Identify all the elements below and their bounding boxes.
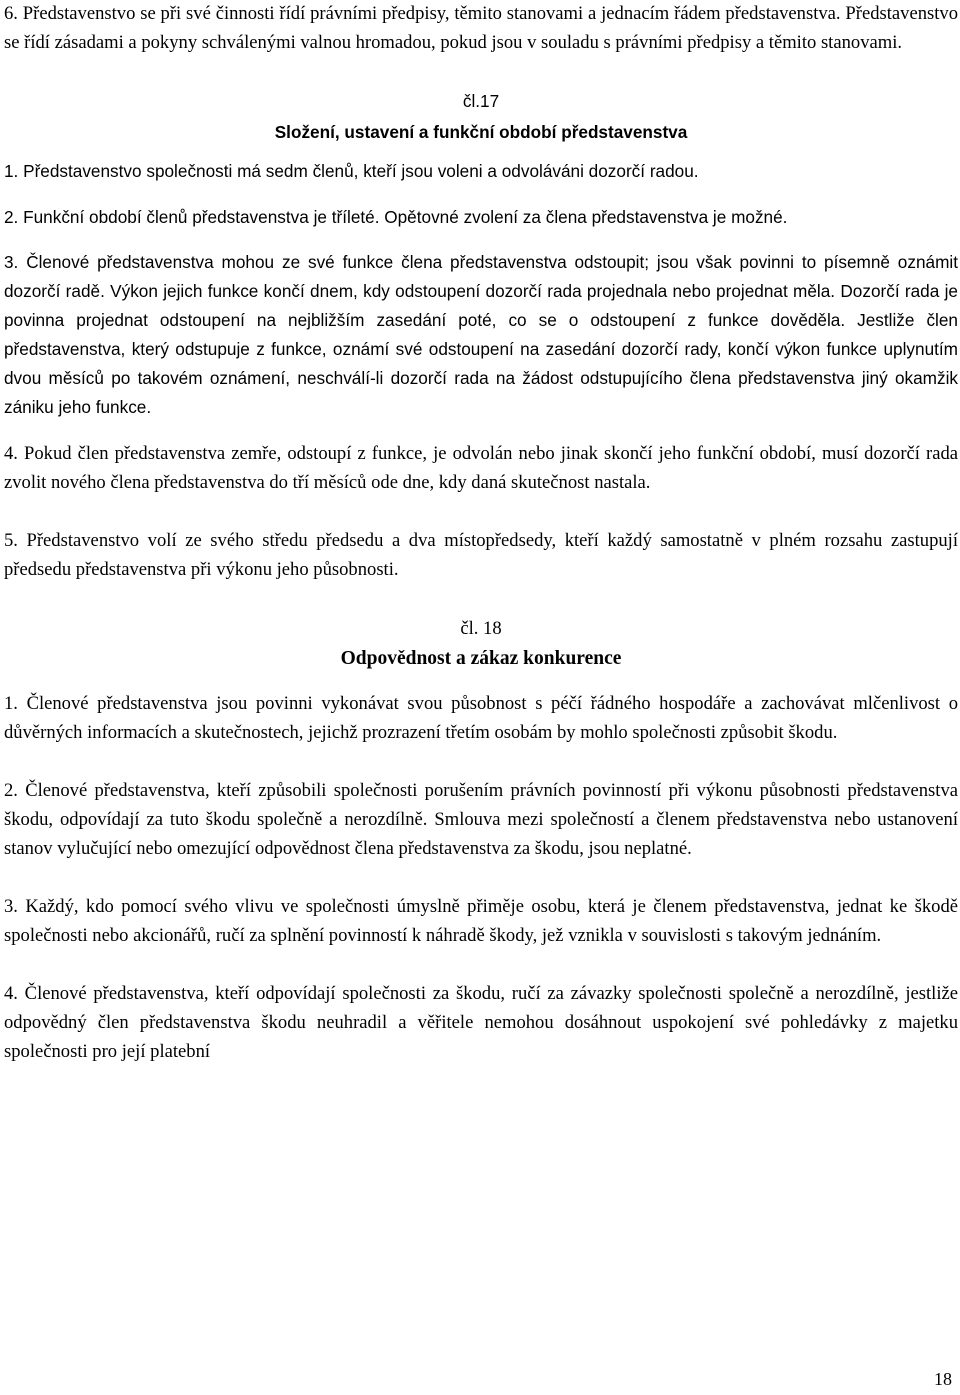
page-number: 18 xyxy=(934,1369,952,1389)
art17-title: Složení, ustavení a funkční období představenstva xyxy=(274,122,688,142)
art18-paragraph-4: 4. Členové představenstva, kteří odpovídají společnosti za škodu, ručí za závazky společnosti společně a nerozdílně, jestliže odpovědný člen představenstva škodu neuhradil a věřitele nemohou dosáhnout uspokojení své pohledávky z majetku společnosti pro její platební xyxy=(4,983,958,1062)
art17-paragraph-2: 2. Funkční období členů představenstva je tříleté. Opětovné zvolení za člena představenstva je možné. xyxy=(4,207,788,227)
art17-paragraph-5: 5. Představenstvo volí ze svého středu předsedu a dva místopředsedy, kteří každý samostatně v plném rozsahu zastupují předsedu představenstva při výkonu jeho působnosti. xyxy=(4,530,958,580)
art18-number: čl. 18 xyxy=(460,618,502,639)
art18-heading xyxy=(4,614,958,674)
art18-paragraph-2: 2. Členové představenstva, kteří způsobili společnosti porušením právních povinností při výkonu působnosti představenstva škodu, odpovídají za tuto škodu společně a nerozdílně. Smlouva mezi společností a členem představenstva nebo ustanovení stanov vylučující nebo omezující odpovědnost člena představenstva za škodu, jsou neplatné. xyxy=(4,780,958,859)
art18-title: Odpovědnost a zákaz konkurence xyxy=(340,648,622,669)
art17-paragraph-1: 1. Představenstvo společnosti má sedm členů, kteří jsou voleni a odvoláváni dozorčí radou. xyxy=(4,161,699,181)
art17-heading xyxy=(4,86,958,148)
art18-paragraph-1: 1. Členové představenstva jsou povinni vykonávat svou působnost s péčí řádného hospodáře a zachovávat mlčenlivost o důvěrných informacích a skutečnostech, jejichž prozrazení třetím osobám by mohlo společnosti způsobit škodu. xyxy=(4,693,958,743)
art17-number: čl.17 xyxy=(462,91,500,111)
document-page xyxy=(4,0,958,1066)
art16-paragraph-6: 6. Představenstvo se při své činnosti řídí právními předpisy, těmito stanovami a jednacím řádem představenstva. Představenstvo se řídí zásadami a pokyny schválenými valnou hromadou, pokud jsou v souladu s právními předpisy a těmito stanovami. xyxy=(4,3,958,53)
art17-paragraph-3: 3. Členové představenstva mohou ze své funkce člena představenstva odstoupit; jsou však povinni to písemně oznámit dozorčí radě. Výkon jejich funkce končí dnem, kdy odstoupení dozorčí rada projednala nebo projednat měla. Dozorčí rada je povinna projednat odstoupení na nejbližším zasedání poté, co se o odstoupení z funkce dověděla. Jestliže člen představenstva, který odstupuje z funkce, oznámí své odstoupení na zasedání dozorčí rady, končí výkon funkce uplynutím dvou měsíců po takovém oznámení, neschválí-li dozorčí rada na žádost odstupujícího člena představenstva jiný okamžik zániku jeho funkce. xyxy=(4,252,958,417)
art18-paragraph-3: 3. Každý, kdo pomocí svého vlivu ve společnosti úmyslně přiměje osobu, která je členem představenstva, jednat ke škodě společnosti nebo akcionářů, ručí za splnění povinností k náhradě škody, jež vznikla v souvislosti s takovým jednáním. xyxy=(4,896,958,946)
art17-paragraph-4: 4. Pokud člen představenstva zemře, odstoupí z funkce, je odvolán nebo jinak skončí jeho funkční období, musí dozorčí rada zvolit nového člena představenstva do tří měsíců ode dne, kdy daná skutečnost nastala. xyxy=(4,443,958,493)
